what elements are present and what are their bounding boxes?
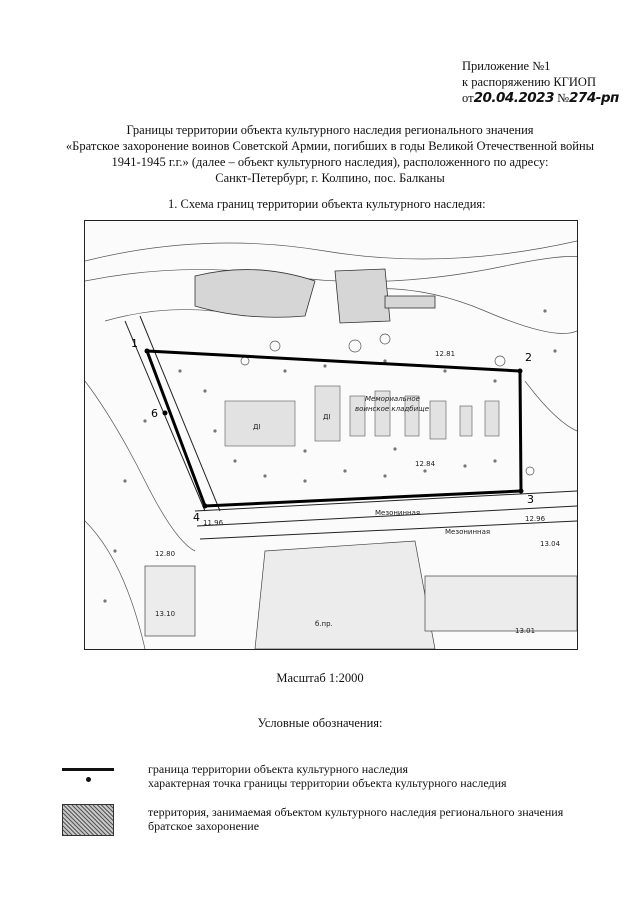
building-label-2: ДI xyxy=(323,413,331,421)
map-svg xyxy=(85,221,577,649)
legend-line-text: граница территории объекта культурного наследия xyxy=(148,762,409,776)
document-heading xyxy=(40,122,620,186)
appendix-order-ref: к распоряжению КГИОП xyxy=(462,75,596,89)
upper-structures xyxy=(195,269,435,323)
building-label-3: б.пр. xyxy=(315,620,333,628)
legend-line-symbol xyxy=(62,768,114,771)
point-label-2: 2 xyxy=(525,351,532,364)
point-label-6: 6 xyxy=(151,407,158,420)
appendix-block xyxy=(462,58,619,106)
elevation-label-1: 12.81 xyxy=(435,350,456,358)
date-prefix: от xyxy=(462,91,474,105)
legend-hatch-symbol xyxy=(62,804,114,836)
point-label-4: 4 xyxy=(193,511,200,524)
appendix-title: Приложение №1 xyxy=(462,59,551,73)
heading-line-4: Санкт-Петербург, г. Колпино, пос. Балканы xyxy=(215,171,445,185)
handwritten-number: 274-рп xyxy=(569,90,619,106)
elevation-label-5: 12.80 xyxy=(155,550,176,558)
handwritten-date: 20.04.2023 xyxy=(473,90,554,106)
building-label-1: ДI xyxy=(253,423,261,431)
heading-line-3: 1941-1945 г.г.» (далее – объект культурного наследия), расположенного по адресу: xyxy=(111,155,549,169)
heading-line-2: «Братское захоронение воинов Советской Армии, погибших в годы Великой Отечественной войны xyxy=(65,139,595,153)
elevation-label-2: 12.84 xyxy=(415,460,436,468)
elevation-label-4: 13.04 xyxy=(540,540,561,548)
legend-dot-text: характерная точка границы территории объекта культурного наследия xyxy=(148,776,507,790)
legend-hatch-text-2: братское захоронение xyxy=(148,819,260,833)
street-label-1: Мезонинная xyxy=(375,509,421,517)
street-label-2: Мезонинная xyxy=(445,528,491,536)
appendix-date-line xyxy=(462,90,619,106)
cemetery-graves xyxy=(225,386,499,446)
number-prefix: № xyxy=(557,91,570,105)
section-title: 1. Схема границ территории объекта культурного наследия: xyxy=(168,197,486,211)
legend-title: Условные обозначения: xyxy=(257,716,383,730)
elevation-label-3: 12.96 xyxy=(525,515,546,523)
elevation-label-8: 13.10 xyxy=(155,610,176,618)
heading-line-1: Границы территории объекта культурного наследия регионального значения xyxy=(126,123,534,137)
lower-buildings xyxy=(145,541,577,649)
boundary-map xyxy=(84,220,578,650)
map-scale: Масштаб 1:2000 xyxy=(276,671,364,685)
point-label-3: 3 xyxy=(527,493,534,506)
memorial-label-1: Мемориальное xyxy=(365,395,420,403)
elevation-label-6: 13.01 xyxy=(515,627,536,635)
memorial-label-2: воинское кладбище xyxy=(355,405,430,413)
legend-hatch-text-1: территория, занимаемая объектом культурного наследия регионального значения xyxy=(148,805,564,819)
legend-dot-symbol xyxy=(86,777,91,782)
point-label-1: 1 xyxy=(131,337,138,350)
elevation-label-7: 11.96 xyxy=(203,519,224,527)
